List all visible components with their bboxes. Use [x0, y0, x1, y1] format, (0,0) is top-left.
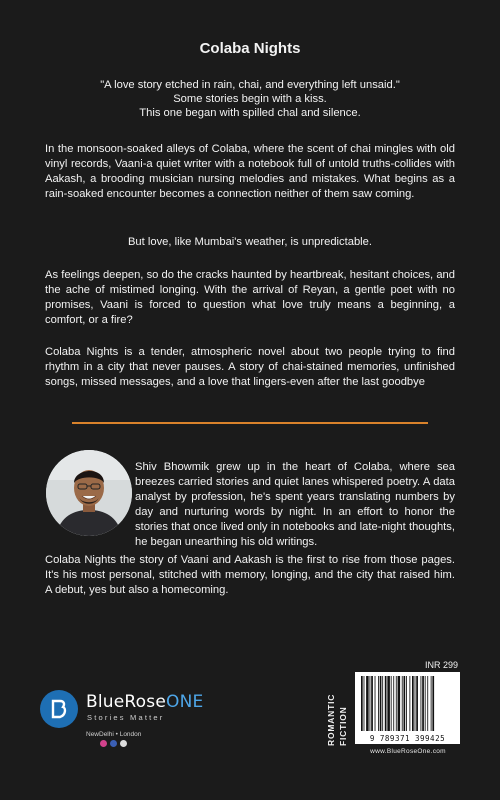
publisher-tagline: Stories Matter: [87, 713, 165, 722]
publisher-name-accent: ONE: [165, 692, 204, 712]
isbn-number: 9 789371 399425: [369, 734, 446, 743]
book-title: Colaba Nights: [199, 40, 301, 57]
section-divider: [72, 422, 428, 424]
publisher-b-icon: [40, 690, 78, 728]
price-label: INR 299: [425, 660, 459, 670]
blurb-paragraph-1: In the monsoon-soaked alleys of Colaba, where the scent of chai mingles with old vinyl records, Vaani-a quiet writer with a notebook full of untold truths-collides with Aakash, a brooding musician nursing melodies and mistakes. What begins as a rain-soaked encounter becomes a connection neither of them saw coming.: [45, 143, 455, 200]
instagram-icon: [100, 740, 107, 747]
blurb-paragraph-3: As feelings deepen, so do the cracks haunted by heartbreak, hesitant choices, and the ache of mistimed longing. With the arrival of Reyan, a gentle poet with no promises, Vaani is forced to question what love truly means a beginning, a comfort, or a fire?: [45, 269, 455, 326]
x-icon: [120, 740, 127, 747]
tagline-quote: "A love story etched in rain, chai, and everything left unsaid.": [100, 79, 400, 91]
author-portrait-icon: [46, 450, 132, 536]
blurb-paragraph-4: Colaba Nights is a tender, atmospheric novel about two people trying to find rhythm in a city that never pauses. A story of chai-stained memories, unfinished songs, missed messages, and a love that lingers-even after the last goodbye: [45, 346, 455, 388]
publisher-locations: NewDelhi • London: [86, 731, 142, 738]
tagline-line-3: This one began with spilled chal and silence.: [139, 107, 361, 119]
author-bio-part-1: Shiv Bhowmik grew up in the heart of Colaba, where sea breezes carried stories and quiet lanes whispered poetry. A data analyst by profession, he's spent years translating numbers by day and nurturing words by night. In an effort to honor the stories that once lived only in notebooks and late-night thoughts, he began unearthing his old writings.: [135, 461, 455, 548]
publisher-logo: [40, 690, 220, 750]
genre-label: [326, 676, 352, 746]
social-icons: [100, 740, 127, 747]
barcode-icon: [360, 676, 455, 731]
publisher-name-main: BlueRose: [86, 692, 166, 712]
author-bio-part-2: Colaba Nights the story of Vaani and Aakash is the first to rise from those pages. It's his most personal, stitched with memory, longing, and the city that raised him. A debut, yes but also a homecoming.: [45, 554, 455, 596]
genre-line-1: ROMANTIC: [326, 693, 336, 746]
publisher-name: [86, 692, 203, 712]
tagline-line-2: Some stories begin with a kiss.: [173, 93, 327, 105]
genre-line-2: FICTION: [338, 706, 348, 746]
tagline: [60, 78, 440, 120]
author-photo: [46, 450, 132, 536]
publisher-website: www.BlueRoseOne.com: [370, 748, 446, 755]
blurb-paragraph-2: But love, like Mumbai's weather, is unpredictable.: [127, 236, 373, 248]
barcode: [355, 672, 460, 744]
facebook-icon: [110, 740, 117, 747]
